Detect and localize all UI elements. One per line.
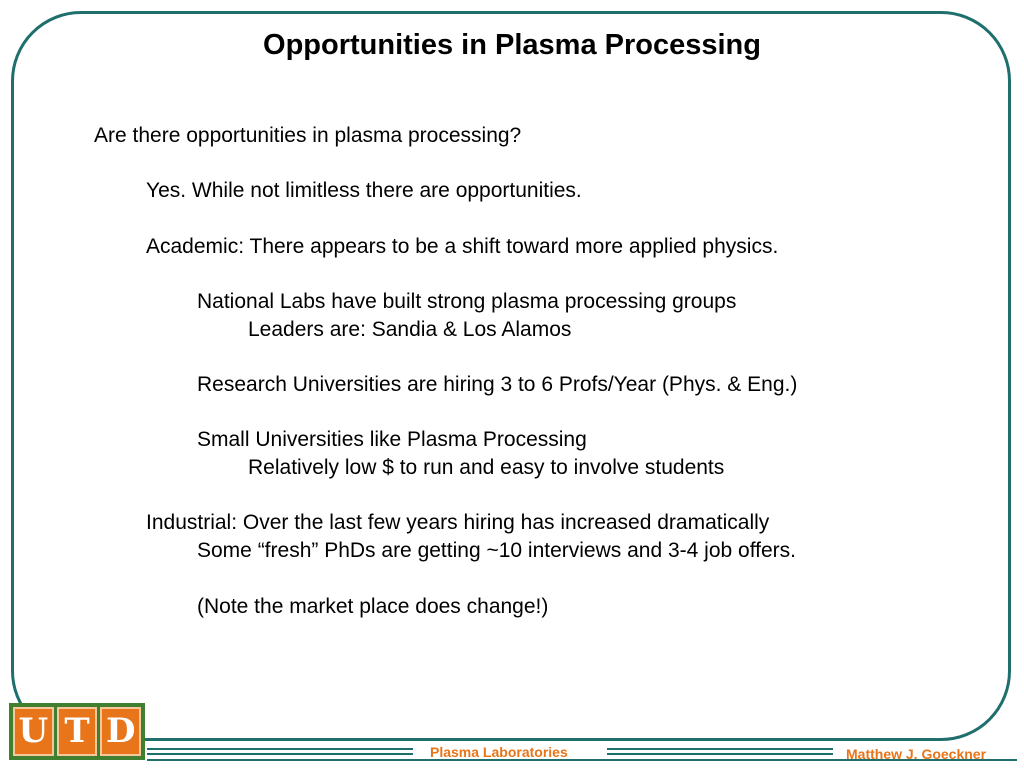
footer-lab-name: Plasma Laboratories xyxy=(430,744,568,760)
slide-title: Opportunities in Plasma Processing xyxy=(263,29,761,61)
logo-letter-u: U xyxy=(13,707,54,756)
body-line-industrial: Industrial: Over the last few years hiring has increased dramatically xyxy=(146,511,770,534)
body-line-small-universities: Small Universities like Plasma Processing xyxy=(197,428,587,451)
body-line-academic: Academic: There appears to be a shift toward more applied physics. xyxy=(146,235,779,258)
footer-rule-left xyxy=(147,748,413,755)
body-line-national-labs: National Labs have built strong plasma processing groups xyxy=(197,290,737,313)
body-line-research-universities: Research Universities are hiring 3 to 6 Profs/Year (Phys. & Eng.) xyxy=(197,373,798,396)
utd-logo xyxy=(9,703,145,760)
body-line-leaders: Leaders are: Sandia & Los Alamos xyxy=(248,318,572,341)
logo-letter-t: T xyxy=(57,707,98,756)
body-line-note: (Note the market place does change!) xyxy=(197,595,549,618)
body-line-answer: Yes. While not limitless there are opportunities. xyxy=(146,179,582,202)
body-line-question: Are there opportunities in plasma processing? xyxy=(94,124,522,147)
logo-letter-d: D xyxy=(100,707,141,756)
body-line-fresh-phds: Some “fresh” PhDs are getting ~10 interviews and 3-4 job offers. xyxy=(197,539,797,562)
footer-author: Matthew J. Goeckner xyxy=(846,746,987,762)
footer-rule-right xyxy=(607,748,833,755)
body-line-low-cost: Relatively low $ to run and easy to involve students xyxy=(248,456,725,479)
